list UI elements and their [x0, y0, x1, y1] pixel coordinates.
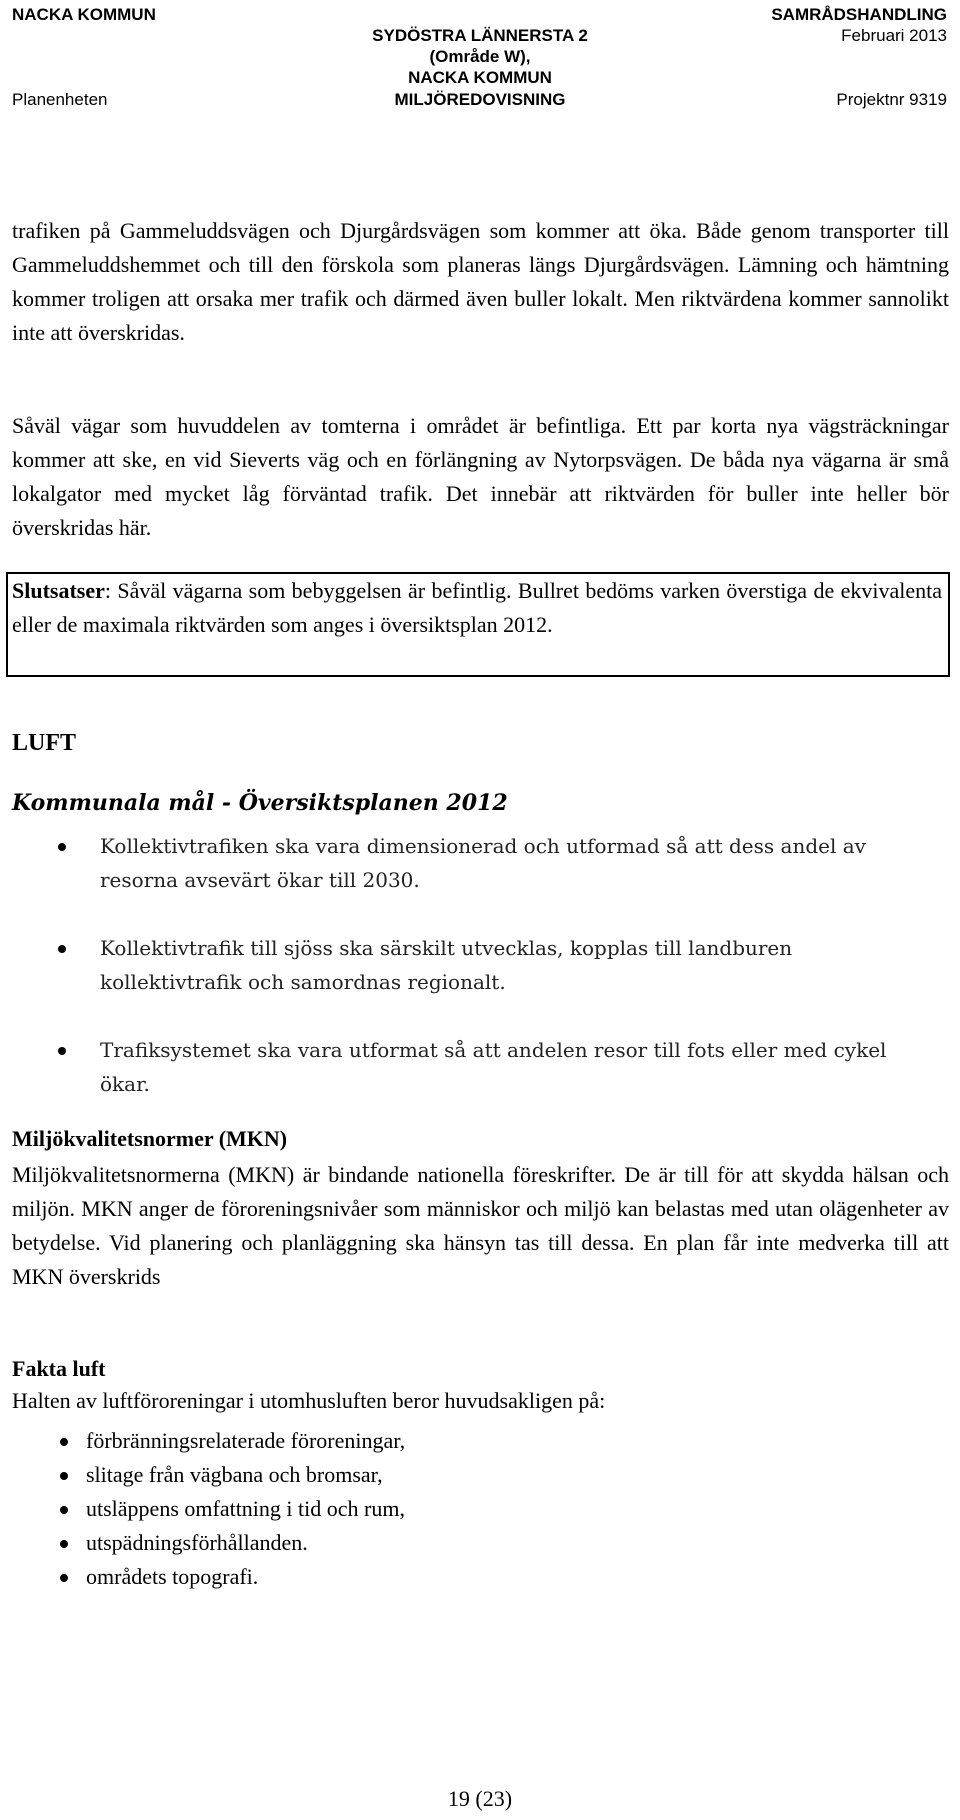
page-header [0, 0, 960, 125]
conclusion-label: Slutsatser [12, 578, 105, 603]
bullet-icon [60, 1506, 68, 1514]
header-project-line2: (Område W), [429, 47, 531, 66]
mkn-heading: Miljökvalitetsnormer (MKN) [12, 1126, 288, 1151]
bullet-icon [58, 843, 66, 851]
goals-list [0, 829, 960, 1101]
bullet-icon [58, 1047, 66, 1055]
fakta-item-text: utsläppens omfattning i tid och rum, [86, 1496, 405, 1521]
fakta-item [0, 1560, 960, 1594]
paragraph-traffic: trafiken på Gammeluddsvägen och Djurgårdsvägen som kommer att öka. Både genom transporter till Gammeluddshemmet och till den förskola som planeras längs Djurgårdsvägen. Lämning och hämtning kommer troligen att orsaka mer trafik och därmed även buller lokalt. Men riktvärdena kommer sannolikt inte att överskridas. [12, 218, 949, 345]
fakta-item [0, 1492, 960, 1526]
fakta-item-text: utspädningsförhållanden. [86, 1530, 308, 1555]
header-project-line4: MILJÖREDOVISNING [394, 90, 566, 109]
goal-text: Kollektivtrafiken ska vara dimensionerad och utformad så att dess andel av resorna avsevärt ökar till 2030. [100, 834, 866, 892]
mkn-paragraph: Miljökvalitetsnormerna (MKN) är bindande nationella föreskrifter. De är till för att skydda hälsan och miljön. MKN anger de föroreningsnivåer som människor och miljö kan belastas med utan olägenheter av betydelse. Vid planering och planläggning ska hänsyn tas till dessa. En plan får inte medverka till att MKN överskrids [12, 1162, 949, 1289]
goal-text: Trafiksystemet ska vara utformat så att andelen resor till fots eller med cykel ökar. [100, 1038, 887, 1096]
goal-item [0, 931, 920, 999]
bullet-icon [58, 945, 66, 953]
bullet-icon [60, 1540, 68, 1548]
fakta-item [0, 1458, 960, 1492]
fakta-item-text: förbränningsrelaterade föroreningar, [86, 1428, 406, 1453]
fakta-list [0, 1424, 960, 1594]
conclusion-paragraph [12, 574, 942, 642]
header-stage: SAMRÅDSHANDLING [771, 5, 947, 24]
goal-item [0, 829, 920, 897]
header-date: Februari 2013 [841, 26, 947, 45]
fakta-item-text: slitage från vägbana och bromsar, [86, 1462, 383, 1487]
goal-text: Kollektivtrafik till sjöss ska särskilt utvecklas, kopplas till landburen kollektivtrafik och samordnas regionalt. [100, 936, 793, 994]
fakta-intro: Halten av luftföroreningar i utomhusluften beror huvudsakligen på: [12, 1388, 606, 1413]
header-project-line3: NACKA KOMMUN [408, 68, 552, 87]
header-org: NACKA KOMMUN [12, 5, 156, 24]
fakta-item [0, 1526, 960, 1560]
paragraph-roads: Såväl vägar som huvuddelen av tomterna i området är befintliga. Ett par korta nya vägsträckningar kommer att ske, en vid Sieverts väg och en förlängning av Nytorpsvägen. De båda nya vägarna är små lokalgator med mycket låg förväntad trafik. Det innebär att riktvärden för buller inte heller bör överskridas här. [12, 413, 949, 540]
fakta-item-text: områdets topografi. [86, 1564, 259, 1589]
bullet-icon [60, 1574, 68, 1582]
header-project-line1: SYDÖSTRA LÄNNERSTA 2 [372, 26, 588, 45]
header-unit: Planenheten [12, 90, 108, 109]
fakta-item [0, 1424, 960, 1458]
conclusion-text: : Såväl vägarna som bebyggelsen är befintlig. Bullret bedöms varken överstiga de ekvivalenta eller de maximala riktvärden som anges i översiktsplan 2012. [12, 578, 942, 637]
section-heading-luft: LUFT [12, 730, 77, 756]
header-project-number: Projektnr 9319 [836, 90, 947, 109]
bullet-icon [60, 1472, 68, 1480]
bullet-icon [60, 1438, 68, 1446]
goal-item [0, 1033, 920, 1101]
goals-heading: Kommunala mål - Översiktsplanen 2012 [12, 790, 508, 816]
page-number: 19 (23) [447, 1786, 513, 1811]
fakta-heading: Fakta luft [12, 1356, 106, 1381]
